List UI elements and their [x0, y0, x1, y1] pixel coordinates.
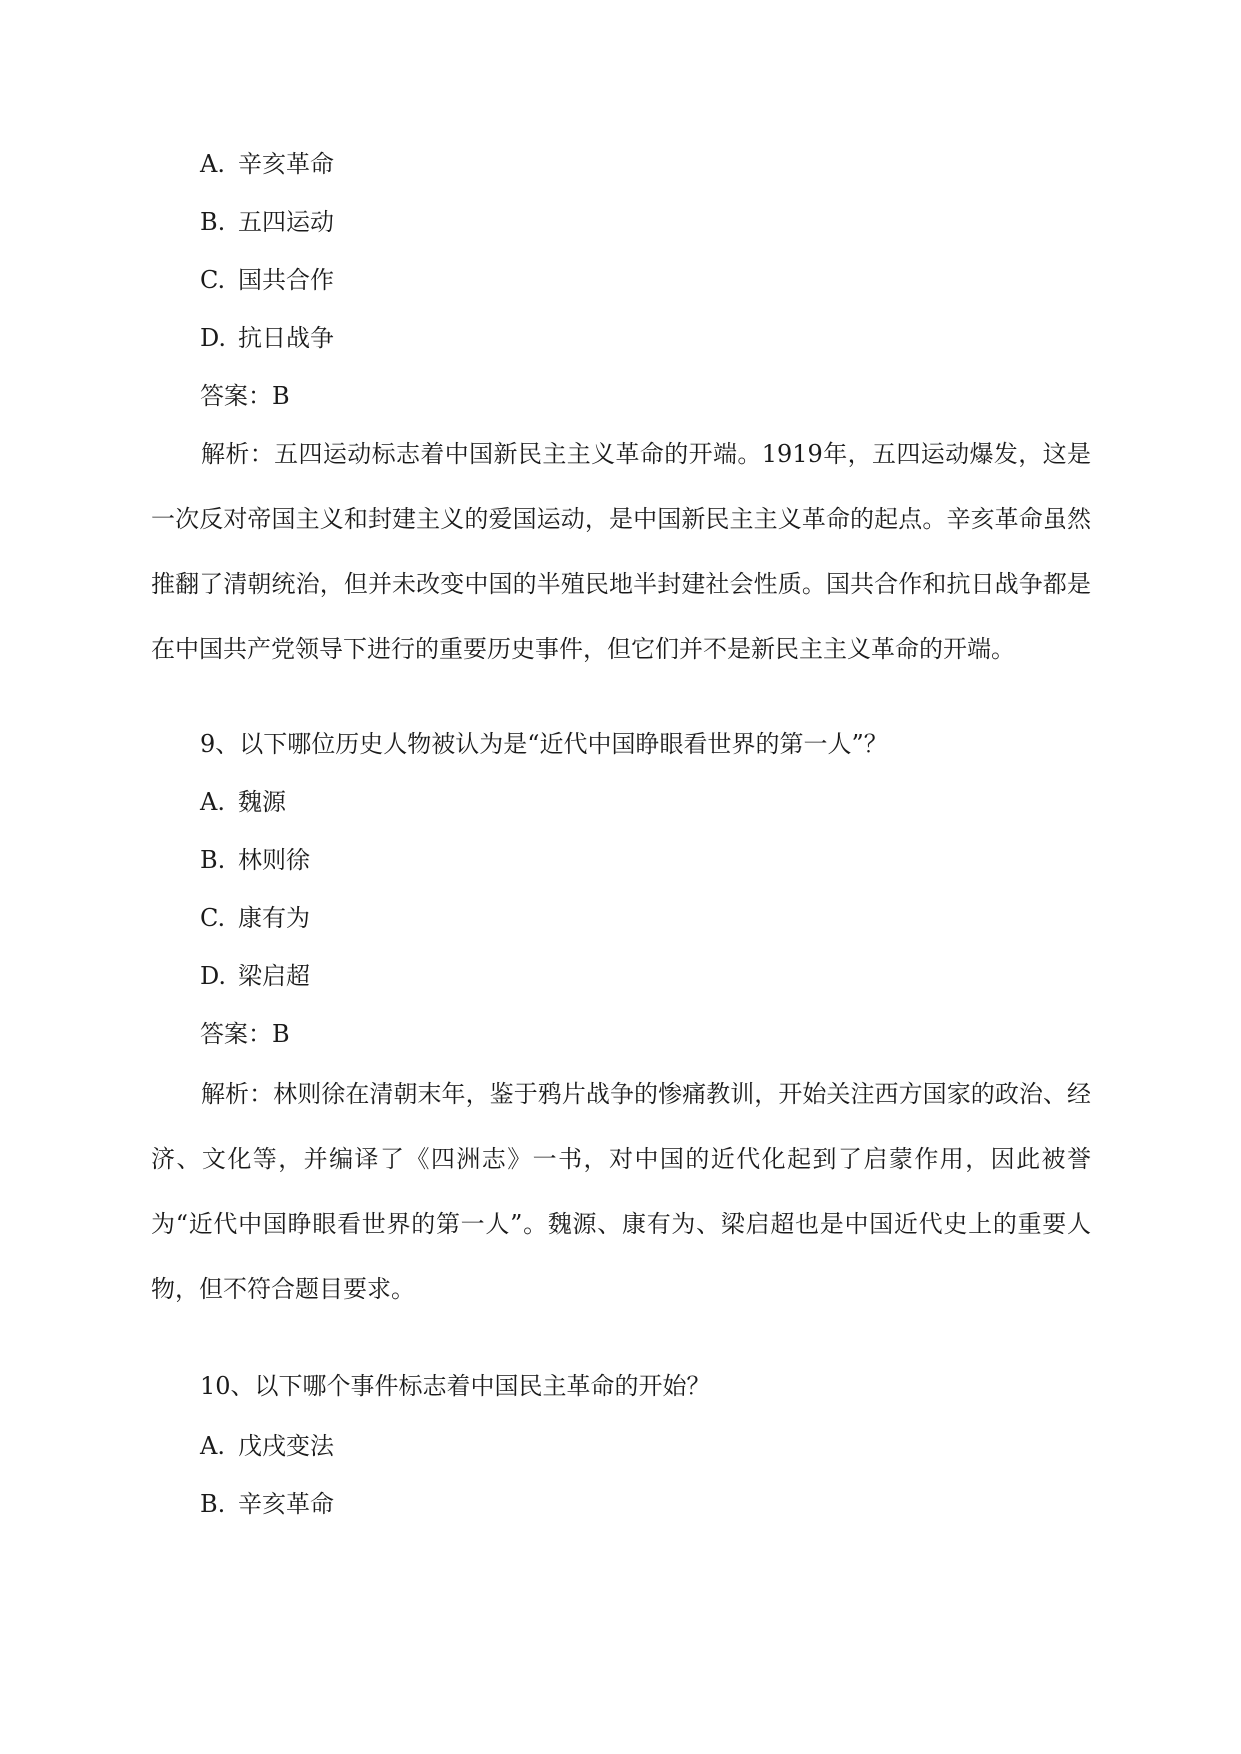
q8-option-a	[200, 148, 334, 180]
option-text: 魏源	[238, 788, 286, 816]
q8-option-c	[200, 264, 334, 296]
option-letter: D.	[200, 324, 227, 352]
q9-question: 9、以下哪位历史人物被认为是“近代中国睁眼看世界的第一人”？	[200, 730, 888, 758]
q8-option-b	[200, 206, 334, 238]
option-text: 康有为	[238, 904, 310, 932]
q10-option-b	[200, 1488, 334, 1520]
option-text: 梁启超	[238, 962, 310, 990]
option-letter: D.	[200, 962, 227, 990]
q8-explanation: 解析：五四运动标志着中国新民主主义革命的开端。1919年，五四运动爆发，这是一次反对帝国主义和封建主义的爱国运动，是中国新民主主义革命的起点。辛亥革命虽然推翻了清朝统治，但并未改变中国的半殖民地半封建社会性质。国共合作和抗日战争都是在中国共产党领导下进行的重要历史事件，但它们并不是新民主主义革命的开端。	[151, 440, 1091, 663]
q8-answer: 答案：B	[200, 382, 290, 410]
option-letter: C.	[200, 266, 226, 294]
option-text: 辛亥革命	[238, 1490, 334, 1518]
q10-option-a	[200, 1430, 334, 1462]
q9-option-c	[200, 902, 310, 934]
q9-option-a	[200, 786, 286, 818]
q9-explanation: 解析：林则徐在清朝末年，鉴于鸦片战争的惨痛教训，开始关注西方国家的政治、经济、文化等，并编译了《四洲志》一书，对中国的近代化起到了启蒙作用，因此被誉为“近代中国睁眼看世界的第一人”。魏源、康有为、梁启超也是中国近代史上的重要人物，但不符合题目要求。	[151, 1080, 1091, 1303]
q9-option-d	[200, 960, 310, 992]
option-letter: B.	[200, 1490, 226, 1518]
option-text: 国共合作	[238, 266, 334, 294]
option-text: 林则徐	[238, 846, 310, 874]
option-letter: B.	[200, 208, 226, 236]
option-text: 辛亥革命	[238, 150, 334, 178]
option-letter: C.	[200, 904, 226, 932]
option-letter: A.	[200, 1432, 225, 1460]
option-text: 戊戌变法	[238, 1432, 334, 1460]
q8-option-d	[200, 322, 334, 354]
option-text: 抗日战争	[238, 324, 334, 352]
option-letter: A.	[200, 788, 225, 816]
option-letter: B.	[200, 846, 226, 874]
q10-question: 10、以下哪个事件标志着中国民主革命的开始？	[200, 1372, 711, 1400]
q9-option-b	[200, 844, 310, 876]
option-text: 五四运动	[238, 208, 334, 236]
q9-answer: 答案：B	[200, 1020, 290, 1048]
option-letter: A.	[200, 150, 225, 178]
